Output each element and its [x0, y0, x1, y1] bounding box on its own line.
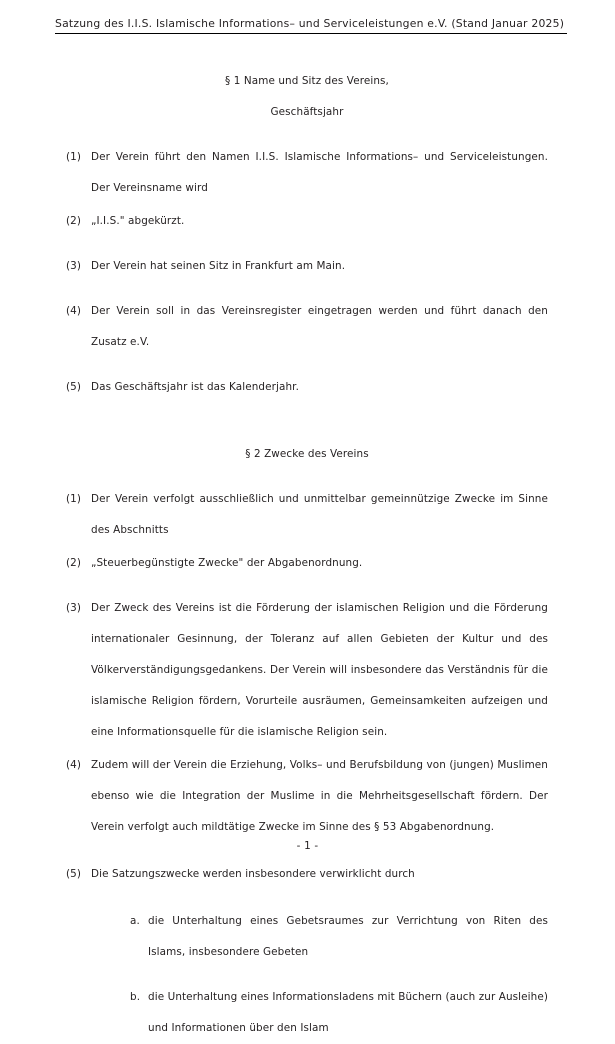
paragraph-text: Der Verein soll in das Vereinsregister eingetragen werden und führt danach den Zusatz e.V.	[91, 305, 548, 348]
document-body	[66, 66, 548, 1044]
paragraph-text: Der Zweck des Vereins ist die Förderung der islamischen Religion und die Förderung internationaler Gesinnung, der Toleranz auf allen Gebieten der Kultur und des Völkerverständigungsgedankens. Der Verein will insbesondere das Verständnis für die islamische Religion fördern, Vorurteile ausräumen, Gemeinsamkeiten aufzeigen und eine Informationsquelle für die islamische Religion sein.	[91, 602, 548, 738]
paragraph-marker: (2)	[66, 557, 82, 569]
section-1-paragraph-1	[66, 142, 548, 204]
paragraph-marker: (3)	[66, 260, 82, 272]
section-2-paragraph-5	[66, 859, 548, 890]
paragraph-text: Der Verein verfolgt ausschließlich und unmittelbar gemeinnützige Zwecke im Sinne des Abschnitts	[91, 493, 548, 536]
spacer	[66, 470, 548, 484]
section-2-paragraph-1	[66, 484, 548, 546]
paragraph-text: Der Verein hat seinen Sitz in Frankfurt am Main.	[91, 260, 346, 272]
page-title: Satzung des I.I.S. Islamische Informations– und Serviceleistungen e.V. (Stand Januar 2025)	[55, 17, 567, 34]
paragraph-text: Der Verein führt den Namen I.I.S. Islamische Informations– und Serviceleistungen. Der Vereinsname wird	[91, 151, 548, 194]
section-2-subitem-a	[130, 906, 548, 968]
paragraph-text: Die Satzungszwecke werden insbesondere verwirklicht durch	[91, 868, 415, 880]
section-2-paragraph-2	[66, 548, 548, 579]
section-2	[66, 439, 548, 1044]
spacer	[66, 405, 548, 439]
paragraph-marker: (5)	[66, 381, 82, 393]
section-2-paragraph-4	[66, 750, 548, 843]
subitem-text: die Unterhaltung eines Gebetsraumes zur Verrichtung von Riten des Islams, insbesondere Gebeten	[148, 915, 548, 958]
paragraph-marker: (4)	[66, 759, 82, 771]
page-number-footer: - 1 -	[296, 840, 319, 852]
spacer	[66, 892, 548, 906]
spacer	[66, 128, 548, 142]
paragraph-marker: (4)	[66, 305, 82, 317]
paragraph-text: Das Geschäftsjahr ist das Kalenderjahr.	[91, 381, 299, 393]
section-2-subitem-b	[130, 982, 548, 1044]
section-1-heading-line-1: § 1 Name und Sitz des Vereins,	[225, 75, 389, 87]
paragraph-marker: (1)	[66, 151, 82, 163]
section-1-paragraph-2	[66, 206, 548, 237]
section-1-heading-line-2: Geschäftsjahr	[270, 106, 344, 118]
paragraph-marker: (1)	[66, 493, 82, 505]
section-1-paragraph-4	[66, 296, 548, 358]
paragraph-marker: (5)	[66, 868, 82, 880]
paragraph-text: „I.I.S." abgekürzt.	[91, 215, 185, 227]
section-1-paragraph-3	[66, 251, 548, 282]
subitem-text: die Unterhaltung eines Informationsladens mit Büchern (auch zur Ausleihe) und Informationen über den Islam	[148, 991, 548, 1034]
paragraph-marker: (2)	[66, 215, 82, 227]
section-1	[66, 66, 548, 403]
paragraph-text: Zudem will der Verein die Erziehung, Volks– und Berufsbildung von (jungen) Muslimen ebenso wie die Integration der Muslime in die Mehrheitsgesellschaft fördern. Der Verein verfolgt auch mildtätige Zwecke im Sinne des § 53 Abgabenordnung.	[91, 759, 548, 833]
section-2-heading: § 2 Zwecke des Vereins	[245, 448, 369, 460]
section-2-paragraph-3	[66, 593, 548, 748]
paragraph-marker: (3)	[66, 602, 82, 614]
subitem-marker: b.	[130, 991, 141, 1003]
paragraph-text: „Steuerbegünstigte Zwecke" der Abgabenordnung.	[91, 557, 363, 569]
section-1-paragraph-5	[66, 372, 548, 403]
subitem-marker: a.	[130, 915, 140, 927]
